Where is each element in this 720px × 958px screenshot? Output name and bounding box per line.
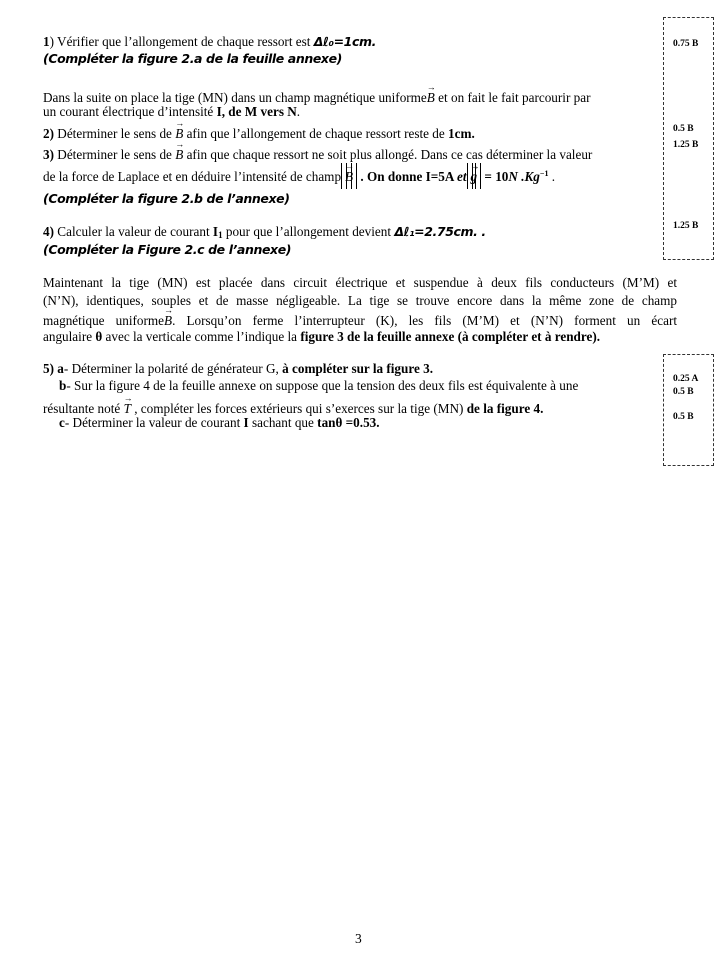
barem-q4: 1.25 B bbox=[673, 221, 699, 231]
field-period: . bbox=[296, 104, 301, 119]
barem-q1: 0.75 B bbox=[673, 39, 699, 49]
vector-b: → B bbox=[175, 145, 183, 163]
q5b-text-a: résultante noté bbox=[43, 401, 124, 416]
q5a-bold: à compléter sur la figure 3. bbox=[282, 361, 434, 376]
circuit-text-c: angulaire bbox=[43, 329, 96, 344]
g-unit-exp: −1 bbox=[539, 169, 549, 178]
barem-q3: 1.25 B bbox=[673, 140, 699, 150]
q5c-text-b: sachant que bbox=[248, 415, 318, 430]
q5a-line bbox=[43, 361, 433, 377]
q3-line-1 bbox=[43, 145, 592, 163]
field-text-b: et on fait le fait parcourir par bbox=[434, 90, 591, 105]
q2-text-b: afin que l’allongement de chaque ressort reste de bbox=[183, 126, 449, 141]
q4-value: Δℓ₁=2.75cm. . bbox=[394, 224, 486, 239]
q5a-text: - Déterminer la polarité de générateur G, bbox=[63, 361, 283, 376]
q5b-bold: de la figure 4. bbox=[466, 401, 544, 416]
q5b-text: - Sur la figure 4 de la feuille annexe on suppose que la tension des deux fils est équivalente à une bbox=[66, 378, 579, 393]
q3-et: et bbox=[456, 169, 467, 184]
circuit-text-e: figure 3 de la feuille annexe (à compléter et à rendre). bbox=[300, 329, 601, 344]
barem-q5c: 0.5 B bbox=[673, 412, 694, 422]
theta: θ bbox=[95, 329, 103, 344]
field-text-a: Dans la suite on place la tige (MN) dans un champ magnétique uniforme bbox=[43, 90, 427, 105]
field-text-c: un courant électrique d’intensité bbox=[43, 104, 217, 119]
q1-text: ) Vérifier que l’allongement de chaque ressort est bbox=[49, 34, 314, 49]
q5c-number: c bbox=[59, 415, 65, 430]
circuit-line-3 bbox=[43, 310, 677, 328]
q3-end: . bbox=[548, 169, 556, 184]
vector-g: → g bbox=[471, 167, 478, 185]
circuit-text-b: . Lorsqu’on ferme l’interrupteur (K), les fils (M’M) et (N’N) forment un écart bbox=[172, 313, 677, 328]
barem-q2: 0.5 B bbox=[673, 124, 694, 134]
q2-line bbox=[43, 124, 475, 142]
circuit-text-d: avec la verticale comme l’indique la bbox=[102, 329, 301, 344]
q3-given: . On donne I=5A bbox=[357, 169, 457, 184]
vector-b: → B bbox=[175, 124, 183, 142]
circuit-line-4 bbox=[43, 328, 677, 346]
q3-text-b: afin que chaque ressort ne soit plus allongé. Dans ce cas déterminer la valeur bbox=[183, 147, 593, 162]
q1-value: Δℓ₀=1cm. bbox=[313, 34, 376, 49]
circuit-paragraph bbox=[43, 274, 677, 346]
q4-current: I bbox=[212, 224, 219, 239]
norm-g bbox=[467, 167, 482, 185]
q2-text-a: Déterminer le sens de bbox=[54, 126, 176, 141]
circuit-line-2: (N’N), identiques, souples et de masse négligeable. La tige se trouve encore dans la même zone de champ bbox=[43, 293, 677, 308]
q5c-line bbox=[59, 415, 380, 431]
circuit-line-1: Maintenant la tige (MN) est placée dans circuit électrique et suspendue à deux fils conducteurs (M’M) et bbox=[43, 275, 677, 290]
q5c-current: I bbox=[243, 415, 249, 430]
field-line-2 bbox=[43, 104, 300, 120]
page-number: 3 bbox=[355, 931, 362, 946]
q4-current-sub: 1 bbox=[218, 230, 223, 240]
q4-text-a: Calculer la valeur de courant bbox=[54, 224, 213, 239]
vector-b: → B bbox=[427, 88, 435, 106]
q5b-line-1 bbox=[59, 378, 578, 394]
q4-text-b: pour que l’allongement devient bbox=[222, 224, 395, 239]
q3-text-a: Déterminer le sens de bbox=[54, 147, 176, 162]
q4-line bbox=[43, 224, 486, 243]
barem-box-2 bbox=[663, 354, 714, 466]
q1-line bbox=[43, 34, 376, 50]
q5c-tan: tanθ =0.53. bbox=[317, 415, 380, 430]
barem-q5a: 0.25 A bbox=[673, 374, 699, 384]
q2-number: 2) bbox=[43, 126, 54, 141]
field-current: I, de M vers N bbox=[216, 104, 297, 119]
q1-note: (Compléter la figure 2.a de la feuille annexe) bbox=[43, 51, 342, 66]
norm-b bbox=[341, 167, 357, 185]
q5b-text-b: , compléter les forces extérieurs qui s’exerces sur la tige (MN) bbox=[130, 401, 467, 416]
q5c-text: - Déterminer la valeur de courant bbox=[64, 415, 244, 430]
q2-value: 1cm. bbox=[448, 126, 475, 141]
q3-number: 3) bbox=[43, 147, 54, 162]
vector-b: → B bbox=[345, 167, 353, 185]
q5a-number: 5) a bbox=[43, 361, 64, 376]
q3-note: (Compléter la figure 2.b de l’annexe) bbox=[43, 191, 290, 206]
q4-note: (Compléter la Figure 2.c de l’annexe) bbox=[43, 242, 292, 257]
vector-t: → T bbox=[124, 399, 131, 417]
vector-b: → B bbox=[164, 310, 172, 330]
q1-number: 1 bbox=[43, 34, 50, 49]
q3-line-2 bbox=[43, 166, 555, 185]
circuit-text-a: magnétique uniforme bbox=[43, 313, 164, 328]
g-unit: N .Kg bbox=[508, 169, 540, 184]
barem-q5b: 0.5 B bbox=[673, 387, 694, 397]
q4-number: 4) bbox=[43, 224, 54, 239]
q3-text-c: de la force de Laplace et en déduire l’intensité de champ bbox=[43, 169, 342, 184]
q5b-number: b bbox=[59, 378, 67, 393]
g-value: = 10 bbox=[481, 169, 509, 184]
